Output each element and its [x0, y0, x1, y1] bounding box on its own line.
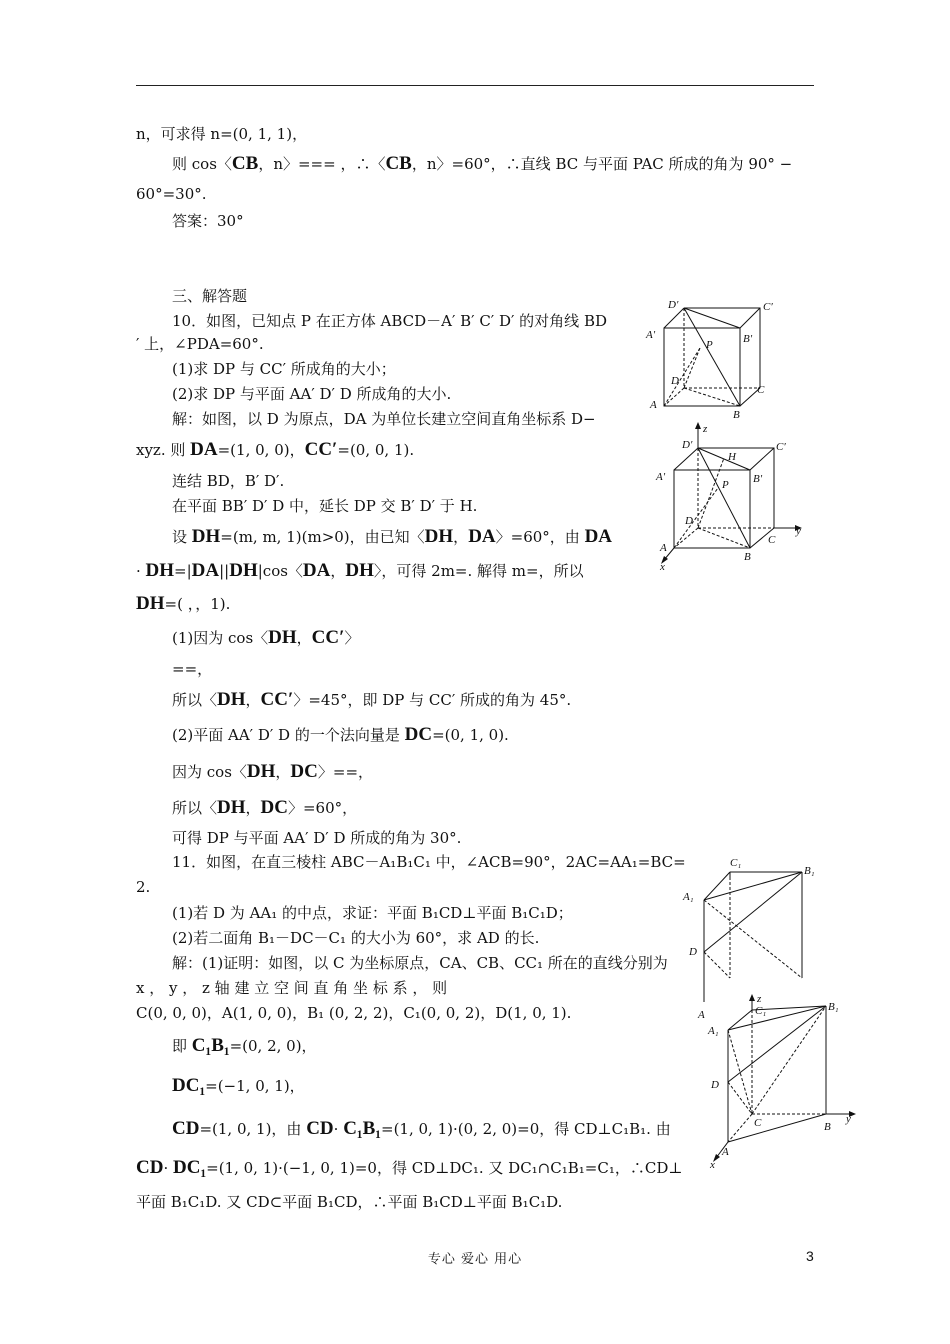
vector-symbol: CD	[136, 1157, 164, 1178]
text-line	[172, 384, 451, 404]
text-segment: C(0, 0, 0)，A(1, 0, 0)，B₁ (0, 2, 2)，C₁(0, 0, 2)，D(1, 0, 1).	[136, 1004, 572, 1022]
text-line	[172, 725, 509, 745]
axis-label: z	[703, 423, 708, 435]
text-segment: =( ，，1).	[164, 595, 231, 613]
vector-symbol: DH	[136, 593, 165, 614]
text-segment: ||	[219, 562, 230, 580]
text-line	[172, 527, 612, 547]
vector-symbol: DH	[424, 526, 454, 547]
vertex-label: A	[698, 1009, 705, 1021]
text-line	[172, 359, 396, 379]
text-line	[136, 334, 264, 354]
text-segment: x ， y ， z 轴 建 立 空 间 直 角 坐 标 系 ， 则	[136, 979, 448, 997]
text-segment: ，n〉=== ，∴〈	[258, 155, 386, 173]
text-segment: (1)因为 cos〈	[172, 629, 269, 647]
axis-label: x	[710, 1159, 715, 1171]
text-segment: 设	[172, 528, 192, 546]
vertex-label: A₁	[708, 1025, 719, 1037]
text-line	[172, 798, 357, 818]
text-segment: (1)求 DP 与 CC′ 所成角的大小；	[172, 360, 396, 378]
vector-symbol: CD	[306, 1118, 334, 1139]
text-segment: ，n〉=60°，∴直线 BC 与平面 PAC 所成的角为 90° −	[411, 155, 793, 173]
text-segment: ·	[163, 1159, 173, 1177]
vertex-label: D	[689, 946, 697, 958]
vector-symbol: DH	[268, 627, 297, 648]
text-segment: 〉==，	[317, 763, 374, 781]
text-segment: ·	[333, 1120, 344, 1138]
vector-symbol: DA	[191, 560, 220, 581]
page-footer: 专心 爱心 用心	[427, 1252, 523, 1267]
text-line	[136, 440, 414, 460]
text-segment: 所以〈	[172, 691, 218, 709]
vector-symbol: CD	[172, 1118, 200, 1139]
text-segment: 10．如图，已知点 P 在正方体 ABCD－A′ B′ C′ D′ 的对角线 BD	[172, 312, 607, 330]
vertex-label: C	[754, 1117, 762, 1129]
text-line	[172, 286, 247, 306]
text-segment: =(0, 0, 1).	[337, 441, 415, 459]
vertex-label: B	[733, 409, 740, 421]
text-line	[136, 1192, 562, 1212]
text-segment: 60°=30°.	[136, 185, 207, 203]
text-segment: =(1, 0, 1)·(−1, 0, 1)=0，得 CD⊥DC₁. 又 DC₁∩C₁B₁=C₁，∴CD⊥	[206, 1159, 683, 1177]
text-line	[172, 903, 573, 923]
vector-symbol: DA	[584, 526, 613, 547]
vector-symbol: DC	[404, 724, 433, 745]
vector-symbol: CC′	[260, 689, 294, 710]
text-segment: |cos〈	[257, 562, 303, 580]
text-segment: =(1, 0, 0)，	[217, 441, 305, 459]
vector-symbol: DH	[217, 689, 246, 710]
vertex-label: D	[671, 375, 679, 387]
text-line	[172, 409, 596, 429]
vector-symbol: CC′	[304, 439, 338, 460]
vector-symbol: DH	[217, 797, 246, 818]
text-segment: 则 cos〈	[172, 155, 232, 173]
vertex-label: B′	[753, 473, 763, 485]
text-line	[172, 496, 477, 516]
vector-symbol: CB	[231, 153, 259, 174]
text-segment: 三、解答题	[172, 287, 248, 305]
text-segment: ·	[136, 562, 146, 580]
vector-symbol: CB	[385, 153, 412, 174]
text-segment: 即	[172, 1037, 192, 1055]
text-segment: 〉	[344, 629, 360, 647]
text-line	[172, 1036, 317, 1056]
text-segment: ′ 上，∠PDA=60°.	[136, 335, 264, 353]
vertex-label: A′	[646, 329, 656, 341]
text-line	[172, 928, 539, 948]
text-line	[136, 978, 447, 998]
text-segment: =(m, m, 1)(m>0)，由已知〈	[220, 528, 425, 546]
text-segment: xyz. 则	[136, 441, 191, 459]
vector-symbol: DC	[290, 761, 318, 782]
text-line	[172, 1119, 671, 1139]
text-line	[172, 211, 244, 231]
text-line	[136, 1158, 682, 1178]
text-segment: 连结 BD，B′ D′.	[172, 472, 285, 490]
text-line	[172, 828, 461, 848]
text-segment: ，	[453, 528, 469, 546]
vector-symbol: DA	[302, 560, 331, 581]
text-line	[136, 561, 584, 581]
text-line	[136, 1003, 571, 1023]
text-line	[136, 594, 230, 614]
text-segment: 2.	[136, 878, 151, 896]
text-segment: ，	[245, 799, 261, 817]
vector-symbol: DH	[345, 560, 374, 581]
vector-symbol: DH	[191, 526, 221, 547]
text-line	[172, 154, 792, 174]
text-line	[136, 124, 307, 144]
text-segment: =(1, 0, 1)，由	[199, 1120, 307, 1138]
text-segment: ，	[296, 629, 312, 647]
vector-symbol: CC′	[311, 627, 345, 648]
text-line	[172, 1076, 305, 1096]
text-segment: ，	[330, 562, 346, 580]
text-line	[172, 690, 571, 710]
axis-label: y	[846, 1113, 851, 1125]
vector-symbol: C₁B₁	[191, 1035, 230, 1056]
text-segment: ，	[275, 763, 291, 781]
text-segment: (1)若 D 为 AA₁ 的中点，求证：平面 B₁CD⊥平面 B₁C₁D；	[172, 904, 573, 922]
vector-symbol: DC₁	[172, 1075, 206, 1096]
text-segment: (2)平面 AA′ D′ D 的一个法向量是	[172, 726, 405, 744]
text-line	[136, 877, 150, 897]
vector-symbol: C₁B₁	[343, 1118, 381, 1139]
text-segment: 可得 DP 与平面 AA′ D′ D 所成的角为 30°.	[172, 829, 462, 847]
text-line	[172, 852, 686, 872]
vertex-label: C	[757, 384, 765, 396]
text-segment: 〉=45°，即 DP 与 CC′ 所成的角为 45°.	[293, 691, 572, 709]
text-segment: =(0, 2, 0)，	[229, 1037, 317, 1055]
vertex-label: D	[685, 515, 693, 527]
text-segment: 解：(1)证明：如图，以 C 为坐标原点，CA、CB、CC₁ 所在的直线分别为	[172, 954, 668, 972]
text-segment: 因为 cos〈	[172, 763, 247, 781]
cube-figure-1	[640, 296, 780, 420]
text-line	[172, 953, 668, 973]
vertex-label: B₁	[828, 1001, 839, 1013]
vector-symbol: DC	[260, 797, 288, 818]
text-line	[172, 659, 212, 679]
vertex-label: A	[650, 399, 657, 411]
text-segment: 答案：30°	[172, 212, 244, 230]
text-line	[172, 471, 284, 491]
text-segment: 在平面 BB′ D′ D 中，延长 DP 交 B′ D′ 于 H.	[172, 497, 478, 515]
vector-symbol: DH	[145, 560, 175, 581]
text-segment: (2)若二面角 B₁－DC－C₁ 的大小为 60°，求 AD 的长.	[172, 929, 540, 947]
axis-label: z	[757, 993, 762, 1005]
text-line	[172, 628, 359, 648]
vertex-label: B₁	[804, 865, 815, 877]
text-segment: ，	[245, 691, 261, 709]
cube2-labels	[655, 423, 801, 573]
vector-symbol: DH	[229, 560, 258, 581]
vertex-label: P	[722, 479, 729, 491]
axis-label: y	[796, 525, 801, 537]
vertex-label: A	[722, 1146, 729, 1158]
vertex-label: C₁	[730, 857, 742, 869]
text-segment: =(1, 0, 1)·(0, 2, 0)=0，得 CD⊥C₁B₁. 由	[381, 1120, 671, 1138]
vertex-label: H	[728, 451, 736, 463]
text-segment: =|	[174, 562, 192, 580]
vertex-label: B	[744, 551, 751, 563]
axis-label: x	[660, 561, 665, 573]
vertex-label: C′	[776, 441, 786, 453]
vertex-label: A	[660, 542, 667, 554]
text-segment: n，可求得 n=(0, 1, 1)，	[136, 125, 308, 143]
text-segment: 所以〈	[172, 799, 218, 817]
vertex-label: C₁	[755, 1005, 767, 1017]
vertex-label: D′	[682, 439, 693, 451]
vector-symbol: DC₁	[173, 1157, 207, 1178]
text-segment: 解：如图，以 D 为原点，DA 为单位长建立空间直角坐标系 D−	[172, 410, 596, 428]
text-segment: 〉=60°，	[287, 799, 358, 817]
text-segment: (2)求 DP 与平面 AA′ D′ D 所成角的大小.	[172, 385, 452, 403]
text-segment: 〉=60°，由	[495, 528, 585, 546]
vertex-label: D′	[668, 299, 679, 311]
vertex-label: C	[768, 534, 776, 546]
vertex-label: P	[706, 339, 713, 351]
text-line	[136, 184, 207, 204]
page-number: 3	[806, 1248, 814, 1264]
text-segment: =(−1, 0, 1)，	[205, 1077, 305, 1095]
vertex-label: D	[711, 1079, 719, 1091]
vector-symbol: DH	[246, 761, 276, 782]
text-line	[172, 762, 373, 782]
vertex-label: B′	[743, 333, 753, 345]
text-segment: =(0, 1, 0).	[432, 726, 509, 744]
vertex-label: B	[824, 1121, 831, 1133]
text-segment: 平面 B₁C₁D. 又 CD⊂平面 B₁CD，∴平面 B₁CD⊥平面 B₁C₁D.	[136, 1193, 563, 1211]
vector-symbol: DA	[468, 526, 496, 547]
text-segment: 11．如图，在直三棱柱 ABC－A₁B₁C₁ 中，∠ACB=90°，2AC=AA₁=BC=	[172, 853, 686, 871]
text-segment: 〉，可得 2m=. 解得 m=，所以	[373, 562, 584, 580]
vertex-label: A₁	[683, 891, 694, 903]
vertex-label: C′	[763, 301, 773, 313]
header-rule	[136, 85, 814, 86]
vector-symbol: DA	[190, 439, 218, 460]
cube-figure-2	[652, 420, 812, 572]
vertex-label: A′	[656, 471, 666, 483]
text-segment: ==，	[172, 660, 213, 678]
text-line	[172, 311, 607, 331]
prism-figure-2	[700, 990, 860, 1170]
